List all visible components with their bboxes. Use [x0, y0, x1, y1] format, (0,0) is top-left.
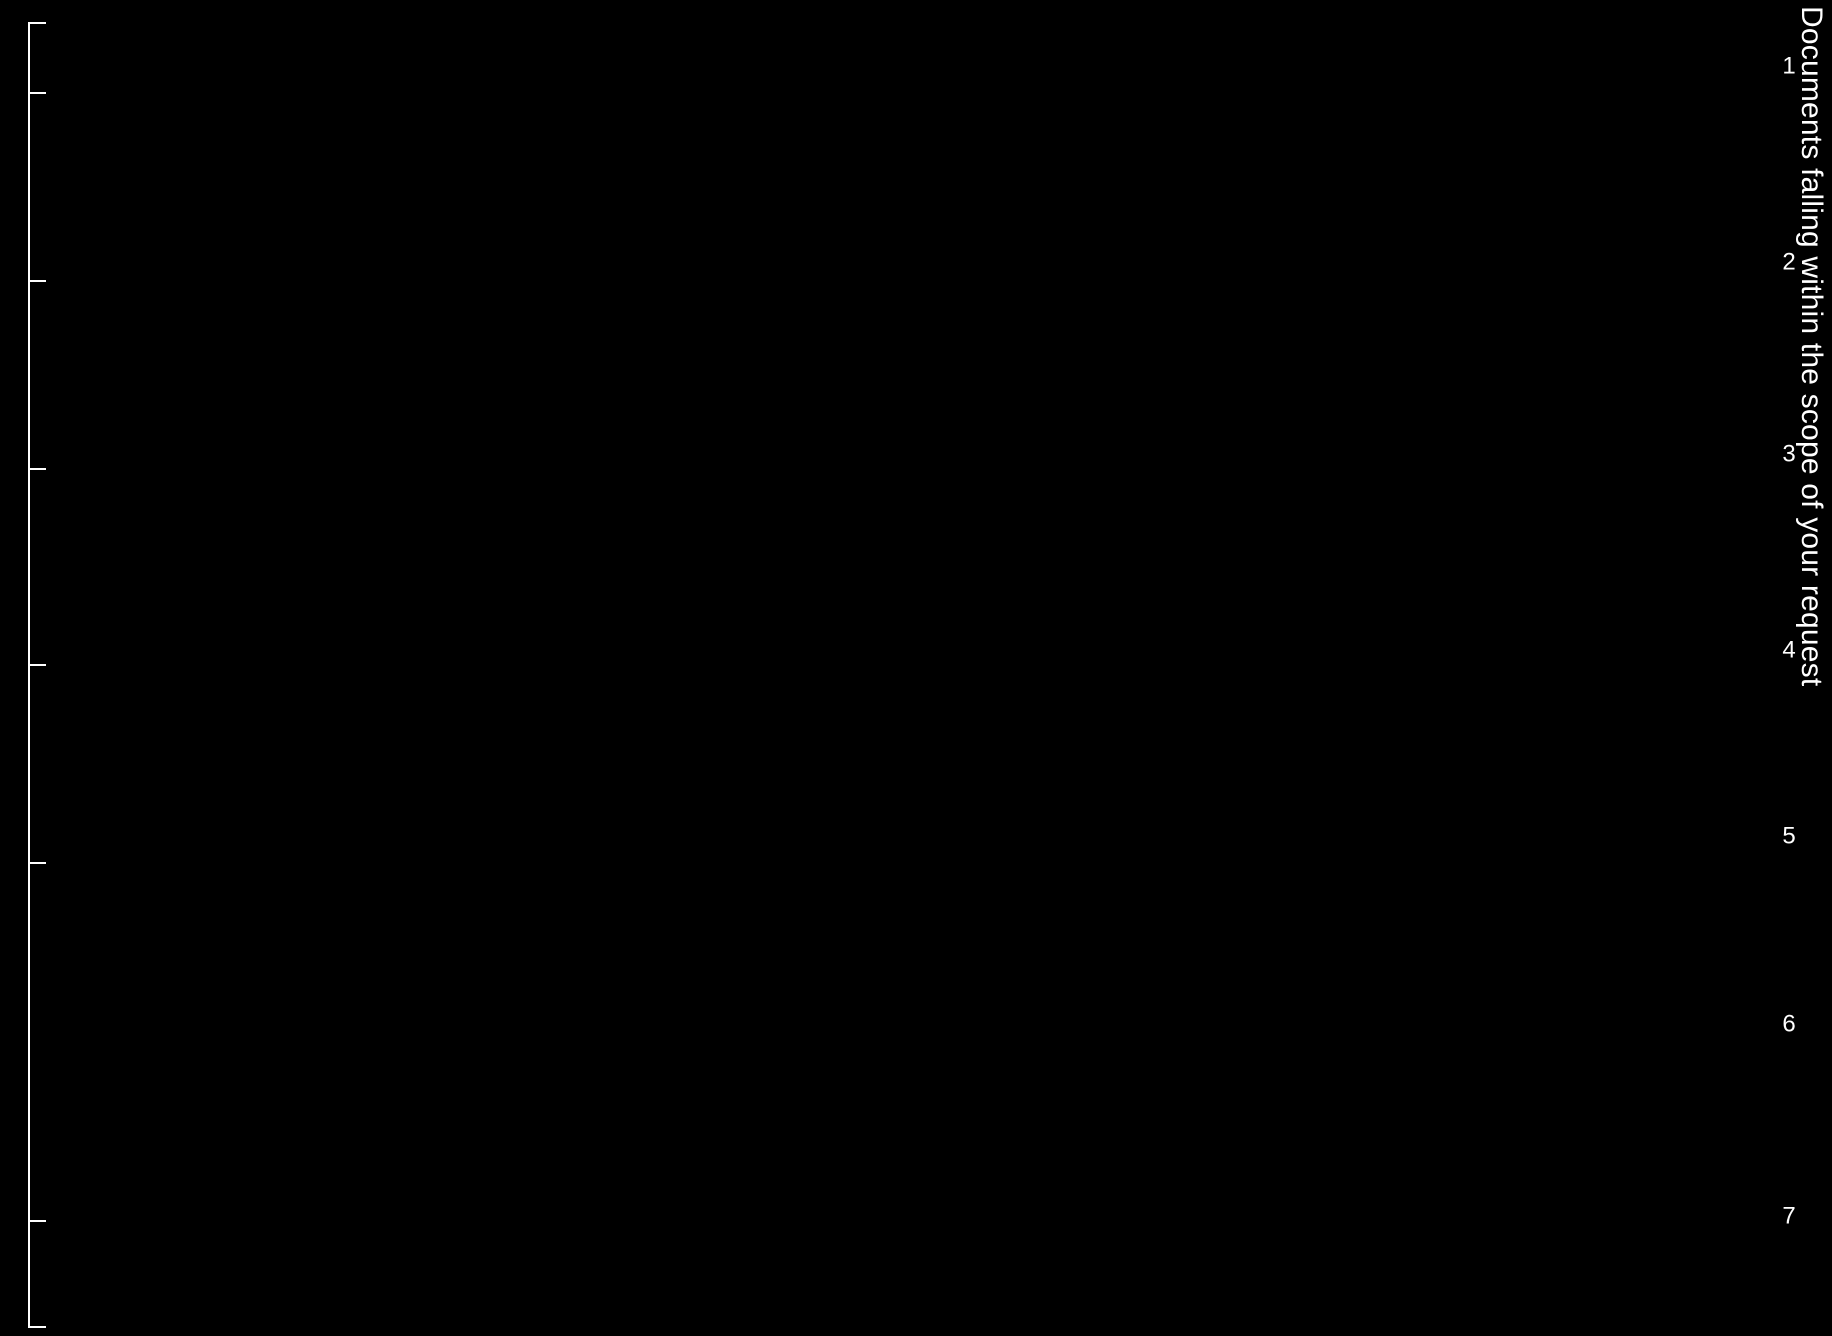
row-number: 6 [1782, 1010, 1796, 1038]
page-heading: Documents falling within the scope of your request [1795, 6, 1828, 687]
row-number: 2 [1782, 248, 1796, 276]
row-number: 7 [1782, 1202, 1796, 1230]
table-row-divider [29, 22, 46, 24]
table-row-divider [29, 664, 46, 666]
table-row-divider [29, 468, 46, 470]
row-number: 4 [1782, 636, 1796, 664]
row-number: 1 [1782, 52, 1796, 80]
row-number: 5 [1782, 822, 1796, 850]
table-row-divider [29, 862, 46, 864]
table-row-divider [29, 280, 46, 282]
table-bottom-rule [28, 22, 30, 1328]
row-number: 3 [1782, 440, 1796, 468]
table-row-divider [29, 1326, 46, 1328]
table-row-divider [29, 1220, 46, 1222]
table-row-divider [29, 92, 46, 94]
